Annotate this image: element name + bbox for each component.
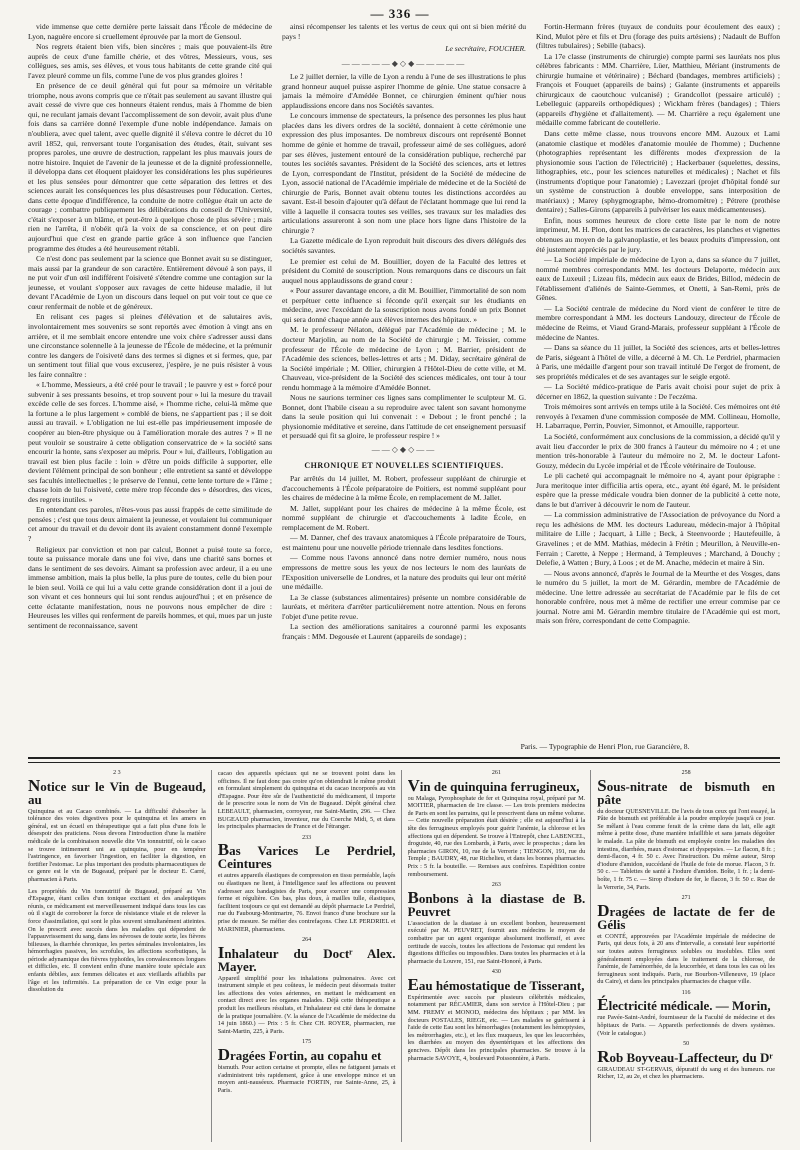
ad-body: Appareil simplifié pour les inhalations pulmonaires. Avec cet instrument simple et peu coûteux, le médecin peut désormais traiter les affections des voies aériennes, en mettant le médicament en contact direct avec les organes malades. Déjà cette thérapeutique a produit les meilleurs résultats, et l'inhalateur est cité dans le domaine de la pratique journalière. (V. la séance de l'Académie de médecine du 14 juin 1860.) — Prix : 5 fr. Chez CH. ROYER, pharmacien, rue Saint-Martin, 225, à Paris. xyxy=(217,974,396,1035)
advertisement xyxy=(597,770,775,891)
ad-heading xyxy=(407,775,586,795)
paragraph: Le concours immense de spectateurs, la présence des personnes les plus haut placées dans les divers ordres de la société, donnaient à cette cérémonie une expression des plus imposantes. De nombreux discours ont représenté Bonnet homme de génie et homme de travail, professeur aimé de ses collègues, adoré par ses élèves, justement entouré de la considération publique, recherché par toutes les sociétés savantes. Président de la Société des sciences, arts et lettres de Lyon, correspondant de l'Institut, président de la Société de médecine de Lyon, associé national de l'Académie impériale de médecine et de la Société de chirurgie de Paris, Bonnet avait obtenu toutes les distinctions accordées au savant. Est-il besoin d'ajouter qu'à défaut de l'éclatant hommage que lui rend la ville à laquelle il consacra toutes ses veilles, ses travaux sur les maladies des articulations assureront à son nom une place hors ligne dans l'histoire de la chirurgie ? xyxy=(282,111,526,235)
ad-initial: E xyxy=(407,974,419,994)
ad-heading-text: ragées de lactate de fer de Gélis xyxy=(597,903,775,932)
paragraph: Le premier est celui de M. Bouillier, doyen de la Faculté des lettres et président du Comité de souscription. Nous remarquons dans ce discours un fait auquel nous applaudissons de grand cœur : xyxy=(282,256,526,285)
paragraph: La Gazette médicale de Lyon reproduit huit discours des divers délégués des sociétés savantes. xyxy=(282,236,526,256)
paragraph: En entendant ces paroles, n'êtes-vous pas aussi frappés de cette similitude de pensées ; c'est que tous deux aimaient la jeunesse, et voulaient lui communiquer cet amour du travail et du devoir dont ils avaient constamment donné l'exemple ? xyxy=(28,505,272,543)
paragraph: Fortin-Hermann frères (tuyaux de conduits pour écoulement des eaux) ; Kind, Mulot père et fils et Dru (forage des puits artésiens) ; Nadault de Buffon (filtres tubulaires) ; Sebille (tabacs). xyxy=(536,22,780,51)
paragraph: Par arrêtés du 14 juillet, M. Robert, professeur suppléant de chirurgie et d'accouchements à l'École préparatoire de Poitiers, est nommé suppléant pour les chaires de médecine à la même École, en remplacement de M. Jallet. xyxy=(282,474,526,503)
ad-initial: D xyxy=(217,1045,231,1065)
bonnet-statue-article xyxy=(282,72,526,441)
paragraph: En relisant ces pages si pleines d'élévation et de salutaires avis, involontairement mes souvenirs se sont reportés avec émotion à vingt ans en arrière, et il me semblait encore entendre une voix chère s'adresser aussi dans une circonstance solennelle à la jeunesse de l'École de médecine, et la prémunir contre les dangers de l'oisiveté dans des termes si dignes et si fermes, que, par un sentiment tout filial que vous excuserez, j'espère, je ne puis résister à vous les faire connaître : xyxy=(28,312,272,379)
ad-number: 2 3 xyxy=(113,770,121,776)
ad-body: Quinquina et au Cacao combinés. — La difficulté d'absorber la tolérance des voies digestives pour le quinquina et les amers en général, est un écueil en thérapeutique qui a fait plus d'une fois le désespoir des praticiens. Nous devons l'introduction d'une la matière médicale de la combinaison nouvelle dite Vin tonnutritif, où le cacao se trouve intimement uni au quinquina, pour en tempérer l'astringence, en favoriser l'ingestion, en faciliter la digestion, en fortifier l'estomac. Le plus important des produits pharmaceutiques de ce genre est le vin de Bugeaud, préparé par le docteur E. Carré, pharmacien à Paris. xyxy=(28,807,206,883)
paragraph: Le pli cacheté qui accompagnait le mémoire no 4, ayant pour épigraphe : Jura meritoque inter difficilia artis opera, etc., ayant été égaré, M. le président espère que la presse médicale voudra bien donner de la publicité à cette note, dans le but d'arriver à découvrir le nom de l'auteur. xyxy=(536,471,780,509)
paragraph: En présence de ce deuil général qui fut pour sa mémoire un véritable triomphe, nous avons compris que ce n'était pas seulement au savant illustre qui avait cessé de vivre que ces honneurs étaient rendus, mais à l'homme de bien qui, ne reculant jamais devant l'accomplissement de son devoir, avait plus d'une fois dans sa carrière donné l'exemple d'une noble indépendance. Jamais on n'oubliera, avec quel talent, avec quelle dignité il s'éleva contre le décret du 10 avril 1852, qui, renversant toute l'organisation des études, était, suivant ses propres paroles, une œuvre de destruction, rappelant les plus mauvais jours de notre histoire. Inquiet de l'avenir de la jeunesse et de la dignité professionnelle, il développa dans cet éloquent plaidoyer les considérations les plus supérieures et les plus sensées pour démontrer que cette séparation des lettres et des sciences aurait les conséquences les plus désastreuses pour l'éducation. Certes, dans cette époque d'indifférence, la conduite de notre collègue était un acte de courage ; combattre publiquement les délibérations du conseil de l'Université, c'était s'exposer à un blâme, et peut-être à quelque chose de plus sévère ; mais rien ne l'arrêta, il n'obéit qu'à la voix de sa conscience, et on peut dire aujourd'hui que c'est en grande partie grâce à son influence que l'ancien programme des études a été heureusement rétabli. xyxy=(28,81,272,253)
ad-heading-text: in de quinquina ferrugineux, xyxy=(419,778,580,794)
ad-number: 261 xyxy=(491,770,501,776)
paragraph: La section des améliorations sanitaires a couronné parmi les exposants français : MM. Degousée et Laurent (appareils de sondage) ; xyxy=(282,622,526,641)
chronicle-news xyxy=(282,474,526,641)
advertisement xyxy=(597,990,775,1037)
paragraph: — M. Danner, chef des travaux anatomiques à l'École préparatoire de Tours, est maintenu pour une nouvelle période triennale dans lesdites fonctions. xyxy=(282,533,526,552)
advertisement xyxy=(28,888,206,994)
paragraph: La 17e classe (instruments de chirurgie) compte parmi ses lauréats nos plus célèbres fabricants : MM. Charrière, Lüer, Matthieu, Mériant (instruments de chirurgie humaine et vétérinaire) ; Béchard (bandages, membres artificiels) ; François et Fouquet (appareils de bains) ; Galante (instruments et appareils chirurgicaux de caoutchouc vulcanisé) ; Grandcollot (pessaire articulé) ; Lebelleguic (appareils orthopédiques) ; Wickham frères (bandages) ; Thiers (appareils d'hygiène et d'allaitement). — M. Charrière a reçu également une médaille comme fabricant de coutellerie. xyxy=(536,51,780,128)
ad-heading xyxy=(407,974,586,994)
ad-body: et CONTÉ, approuvées par l'Académie impériale de médecine de Paris, qui deux fois, à 20 ans d'intervalle, a constaté leur supériorité sur toutes autres ferrugineux solubles ou insolubles. Elles sont généralement employées dans le traitement de la chlorose, de l'anémie, de l'aménorrhée, de la leucorrhée, et dans tous les cas où les ferrugineux sont indiqués. Paris, rue Bourbon-Villeneuve, 19 (place du Caire), et dans les principales pharmacies de chaque ville. xyxy=(597,932,775,986)
ad-column-1 xyxy=(28,770,212,1142)
paragraph: M. le professeur Nélaton, délégué par l'Académie de médecine ; M. le docteur Marjolin, au nom de la Société de chirurgie ; M. Teissier, comme professeur de l'École de médecine de Lyon ; M. Barrier, président de l'Académie des sciences, belles-lettres et arts ; M. Diday, secrétaire général de la Société impériale ; M. Ollier, chirurgien à l'Hôtel-Dieu de cette ville, et M. Chauveau, vice-président de la Société des sciences médicales, ont tour à tour rendu hommage à la mémoire d'Amédée Bonnet. xyxy=(282,325,526,392)
ad-number: 50 xyxy=(683,1041,690,1048)
ad-heading xyxy=(597,900,775,932)
advertisement xyxy=(218,1039,396,1094)
ad-initial: É xyxy=(597,995,609,1015)
ad-column-4 xyxy=(597,770,780,1142)
ad-heading-text: nhalateur du Doctʳ Alex. Mayer. xyxy=(217,945,396,974)
ad-body: du docteur QUESNEVILLE. De l'avis de tous ceux qui l'ont essayé, la Pâte de bismuth est préférable à la poudre employée jusqu'à ce jour. Se mêlant à l'eau comme ferait de la crème dans du lait, elle agit même à petite dose, d'une manière infaillible et sans jamais dégoûter le malade. La pâte de bismuth est employée contre les maladies des intestins, diarrhées, maux d'estomac et dyspepsies. — Le flacon, 8 fr. ; demi-flacon, 4 fr. 50 c. Avec l'instruction. Du même auteur, Sirop d'iodure d'amidon, succédané de l'huile de foie de morue. Flacon, 3 fr. 50 c. — Tablettes de santé à l'iodure d'amidon. Boîte, 1 fr. ; la demi-boîte, 1 fr. 75 c. — Sirop d'iodure de fer, le flacon, 3 fr. 50 c. Rue de la Verrerie, 34, Paris. xyxy=(597,807,775,891)
advertisement xyxy=(597,1041,775,1081)
ad-heading-text: lectricité médicale. — Morin, xyxy=(608,998,771,1014)
advertisement xyxy=(597,895,775,986)
ad-heading-text: ous-nitrate de bismuth en pâte xyxy=(597,778,775,807)
column-middle xyxy=(282,22,526,757)
ad-initial: I xyxy=(217,942,225,962)
ornament-divider: —————◆◇◆————— xyxy=(341,58,467,68)
ad-body: et autres appareils élastiques de compression en tissu perméable, laçés ou élastiques ne lient, à l'intelligence sauf les affections ou peuvent s'adresser aux bandagistes de Paris, pour exercer une compression ferme et régulière. Ces bas, plus doux, à mailles tulle, élastiques, facilitent toujours ce qui est demandé au dépôt pharmacie Le Perdriel, rue du Faubourg-Montmartre, 76. Envoi franco d'une brochure sur la prise de mesure. Se méfier des contrefaçons. Chez LE PERDRIEL et MARINIER, pharmaciens. xyxy=(217,872,396,933)
paragraph: Enfin, nous sommes heureux de clore cette liste par le nom de notre imprimeur, M. H. Plon, dont les matrices de caractères, les planches et vignettes obtenues au moyen de la galvanoplastie, et les beaux produits d'impression, ont été justement appréciés par le jury. xyxy=(536,215,780,254)
ad-number: 116 xyxy=(681,989,691,996)
ad-number: 263 xyxy=(491,882,501,889)
ad-body: L'association de la diastase à un excellent bonbon, heureusement exécuté par M. PEUVRET, fournit aux médecins le moyen de combattre par un agent organique absolument inoffensif, et avec certitude de succès, toutes les affections de l'estomac qui rendent les digestions difficiles ou impossibles. Dans toutes les pharmacies et à la pharmacie du Louvre, 151, rue Saint-Honoré, à Paris. xyxy=(407,919,586,965)
advertisement xyxy=(28,770,206,884)
col2-intro: ainsi récompenser les talents et les vertus de ceux qui ont si bien mérité du pays ! xyxy=(282,22,526,41)
paragraph: — La Société médico-pratique de Paris avait choisi pour sujet de prix à décerner en 1862, la question suivante : De l'eczéma. xyxy=(536,382,780,401)
ad-initial: S xyxy=(597,775,607,795)
paragraph: — Nous avons annoncé, d'après le Journal de la Meurthe et des Vosges, dans le numéro du 5 juillet, la mort de M. Gérardin, membre de l'Académie de médecine. Une lettre adressée au secrétariat de l'Académie par le fils de cet honorable confrère, nous met à même de rectifier une erreur commise par ce journal. Notre ami M. Gérardin membre titulaire de l'Académie qui est mort, mais son frère, correspondant de cette Compagnie. xyxy=(536,568,780,626)
ad-number: 430 xyxy=(491,969,501,976)
column-right xyxy=(536,22,780,757)
ad-heading xyxy=(217,942,396,974)
ad-number: 175 xyxy=(302,1039,312,1046)
ad-heading-text: onbons à la diastase de B. Peuvret xyxy=(407,890,586,919)
ad-initial: B xyxy=(407,887,419,907)
ad-number: 233 xyxy=(302,834,312,841)
ad-heading-text: au hémostatique de Tisserant, xyxy=(418,977,585,993)
section-title: CHRONIQUE ET NOUVELLES SCIENTIFIQUES. xyxy=(304,460,504,470)
paragraph: — Comme nous l'avons annoncé dans notre dernier numéro, nous nous empressons de mettre sous les yeux de nos lecteurs le nom des lauréats de l'Exposition universelle de Londres, et la nature des produits qui leur ont mérité une médaille. xyxy=(282,553,526,592)
divider-rule xyxy=(28,757,780,759)
ad-column-3 xyxy=(408,770,592,1142)
ad-column-2 xyxy=(218,770,402,1142)
ad-body: rue Pavée-Saint-André, fournisseur de la Faculté de médecine et des hôpitaux de Paris. — Appareils perfectionnés de divers systèmes. (Voir le catalogue.) xyxy=(597,1014,775,1037)
secretary-signature: Le secrétaire, FOUCHER. xyxy=(445,44,526,54)
ad-body: Expérimentée avec succès par plusieurs célébrités médicales, notamment par RÉCAMIER, dans son service à l'Hôtel-Dieu ; par MM. FREMY et MONOD, médecins des hôpitaux ; par MM. les docteurs POSTALES, RIEGE, etc. — Les malades se guérissent à l'aide de cette Eau sont les hémorrhagies (notamment les hémoptysies, les métrorrhagies, etc.), et les flux muqueux, les que les leucorrhées, les diarrhées au moyen des dysentériques et les affections des gencives. Dépôt dans les principales pharmacies. Se trouve à la pharmacie SAVOYE, 4, boulevard Poissonnière, à Paris. xyxy=(407,993,586,1062)
ad-initial: R xyxy=(597,1046,610,1066)
ad-number: 264 xyxy=(302,937,312,944)
advertisement xyxy=(218,937,396,1035)
ad-heading xyxy=(28,775,206,807)
ad-heading xyxy=(217,840,396,872)
ad-heading-text: otice sur le Vin de Bugeaud, au xyxy=(28,778,206,807)
page-number: — 336 — xyxy=(370,6,430,21)
paragraph: La 3e classe (substances alimentaires) présente un nombre considérable de lauréats, et méritera d'arrêter particulièrement notre attention. Nous en ferons l'objet d'une petite revue. xyxy=(282,592,526,621)
paragraph: Nos regrets étaient bien vifs, bien sincères ; mais que pouvaient-ils être auprès de ceux d'une famille chérie, et des vôtres, Messieurs, vous, ses collègues, ses amis, ses élèves, et vous tous habitants de cette grande cité qui l'avez pleuré comme un fils, comme l'une de vos plus grandes gloires ! xyxy=(28,42,272,80)
ad-heading xyxy=(407,887,586,919)
ornament-divider: ——◇◆◇—— xyxy=(371,444,437,454)
paragraph: Le 2 juillet dernier, la ville de Lyon a rendu à l'une de ses illustrations le plus grand honneur auquel puisse aspirer l'homme de génie. Une statue consacre à jamais la mémoire d'Amédée Bonnet, ce chirurgien éminent qu'hier nous applaudissions encore dans nos Sociétés savantes. xyxy=(282,72,526,110)
paragraph: Religieux par conviction et non par calcul, Bonnet a puisé toute sa force, toute sa puissance morale dans une foi vive, dans une charité sans bornes et dans le sentiment de ses devoirs. Aimant sa profession avec ardeur, il a eu une immense ambition, mais la plus belle, la plus pure de toutes, celle du bien pour le bien seul. Voilà ce qui lui a valu cette grande considération dont il a joui de son vivant et ces honneurs qui lui sont rendus aujourd'hui ; et en présence de cette éclatante manifestation, nous ne pouvons nous empêcher de dire : Heureuses les villes qui renferment de pareils hommes, et qui, mues par un juste sentiment de reconnaissance, savent xyxy=(28,544,272,630)
paragraph: M. Jallet, suppléant pour les chaires de médecine à la même École, est nommé suppléant de chirurgie et d'accouchements à ladite École, en remplacement de M. Robert. xyxy=(282,503,526,532)
ad-number: 258 xyxy=(681,770,691,776)
column-left xyxy=(28,22,272,757)
paragraph: La Société, conformément aux conclusions de la commission, a décidé qu'il y avait lieu d'accorder le prix de 300 francs à l'auteur du mémoire no 4 ; et une mention très-honorable à l'auteur du mémoire no 2, M. le docteur Lafont-Gouzy, médecin du Lycée impérial et de l'École vétérinaire de Toulouse. xyxy=(536,431,780,470)
ad-number: 271 xyxy=(681,895,691,902)
article-columns xyxy=(28,22,780,757)
paragraph: vide immense que cette dernière perte laissait dans l'École de médecine de Lyon, naguère encore si cruellement éprouvée par la mort de Gensoul. xyxy=(28,22,272,41)
ad-body: bismuth. Pour action certaine et prompte, elles ne fatiguent jamais et s'administrent très rapidement, grâce à une enveloppe mince et un moyen anti-nauséeux. Pharmacie FORTIN, rue Sainte-Anne, 25, à Paris. xyxy=(217,1064,396,1094)
ad-initial: B xyxy=(217,840,230,860)
paragraph: — La Société impériale de médecine de Lyon a, dans sa séance du 7 juillet, nommé membres correspondants MM. les docteurs Delaporte, médecin aux eaux de Luxeuil ; Lizeau fils, médecin aux eaux de Brides, Billod, médecin de l'établissement d'aliénés de Sainte-Gemmes, et Onetti, à San-Remi, près de Gênes. xyxy=(536,255,780,303)
advertisement xyxy=(408,882,586,965)
ad-heading-text: ragées Fortin, au copahu et xyxy=(230,1048,382,1064)
ad-body: ou Malaga, Pyrophosphate de fer et Quinquina royal, préparé par M. MOITIER, pharmacien de 1re classe. — Les trois premiers médecins de Paris en sont les parrains, qui le prescrivent dans un même volume. — Cette nouvelle préparation était désirée ; elle est aujourd'hui à la tête des ferrugineux employés pour guérir l'anémie, la chlorose et les affections qui en dépendent. Se trouve à l'Entrepôt, chez LABENCEL, droguiste, 40, rue des Lombards, à Paris, avec le prospectus ; dans les pharmacies GIRON, 10, rue de la Verrerie ; TIENGON, 191, rue du Temple ; BAUDRY, 48, rue Richelieu, et dans les bonnes pharmacies. Prix : 5 fr. la bouteille. — Remises aux confrères. Expédition contre remboursement. xyxy=(407,794,586,878)
advertisement xyxy=(408,969,586,1062)
ad-heading xyxy=(597,1046,775,1066)
ad-initial: V xyxy=(407,775,420,795)
ad-heading-text: as Varices Le Perdriel, Ceintures xyxy=(217,843,396,872)
paragraph: « L'homme, Messieurs, a été créé pour le travail ; le pauvre y est » forcé pour subvenir à ses pressants besoins, et trop souvent pour » lui la mesure du travail excède celle de ses forces. L'homme aisé, » l'homme riche, celui-là même que la fortune a le plus largement » comblé de biens, ne s'appartient pas ; il se doit aussi au travail. » L'obligation ne lui est-elle pas impérieusement imposée de coopérer au bien-être physique ou à l'amélioration morale des autres ? » Il ne peut vouloir se soustraire à cette obligation conservatrice de » la société sans encourir la honte, sans s'exposer au mépris. Pour » lui, d'ailleurs, l'obligation au travail est bien plus facile : loin » d'être un poids difficile à supporter, elle devient l'élément principal de son bonheur ; elle entretient sa santé et développe ses facultés intellectuelles ; le préserve de l'ennui, cette lente torture de » l'âme ; chasse loin de lui l'oisiveté, cette mère trop féconde des » désordres, des vices, des regrets inutiles. » xyxy=(28,380,272,504)
divider-rule-thin xyxy=(28,762,780,763)
paragraph: Trois mémoires sont arrivés en temps utile à la Société. Ces mémoires ont été renvoyés à l'examen d'une commission composée de MM. Collineau, Homolle, H. Labarraque, Perrin, Pouvier, Simonnot, et Amouille, rapporteur. xyxy=(536,402,780,431)
ad-initial: D xyxy=(597,900,610,920)
printer-imprint: Paris. — Typographie de Henri Plon, rue Garancière, 8. xyxy=(520,742,690,751)
advertisement xyxy=(218,835,396,933)
ad-heading xyxy=(217,1045,396,1065)
ad-body: cacao des appareils spéciaux qui ne se trouvent point dans les officines. Il ne faut donc pas croire qu'on obtiendrait le même produit en formulant simplement du quinquina et du cacao incorporés au vin d'Espagne. Pour être sûr de l'authenticité du médicament, il importe de le prescrire sous le nom de Vin de Bugeaud. Dépôt général chez LEBEAULT, pharmacien, corroyeur, rue Saint-Martin, 296. — Chez BUGEAUD pharmacien, inventeur, rue du Coerche Midi, 5, et dans les principales pharmacies de France et de l'étranger. xyxy=(217,770,396,831)
ad-heading xyxy=(597,775,775,807)
advertisement xyxy=(408,770,586,878)
paragraph: « Pour assurer davantage encore, a dit M. Bouillier, l'immortalité de son nom et perpétuer cette influence si féconde qu'il exerçait sur les étudiants en médecine, avec l'excédant de la souscription nous avons fondé un prix Bonnet qui sera donné chaque année aux élèves internes des hôpitaux. » xyxy=(282,286,526,324)
ad-body: Les propriétés du Vin tonnutritif de Bugeaud, préparé au Vin d'Espagne, étant celles d'un tonique excitant et des analeptiques réunis, ce médicament est merveilleusement indiqué dans tous les cas où il s'agit de corroborer la force de résistance vitale et de relever la force d'assimilation, qui sont le plus souvent simultanément atteintes. On le prescrit avec succès dans les maladies qui dépendent de l'appauvrissement du sang, dans les névroses de toute sorte, les fièvres bilieuses, la diarrhée chronique, les pertes séminales involontaires, les hémorrhagies passives, les scrofules, les affections scorbutiques, la période adynamique des fièvres typhoïdes, les convalescences longues et difficiles, etc. Il convient enfin d'une manière toute spéciale aux enfants débiles, aux femmes délicates et aux vieillards affaiblis par l'âge et les infirmités. La préparation de ce Vin exige pour la dissolution du xyxy=(28,887,206,994)
paragraph: — La commission administrative de l'Association de prévoyance du Nord a reçu les adhésions de MM. les docteurs Ladureau, médecin-major à l'hôpital militaire de Lille ; Jacquart, à Lille ; Beck, à Steenvoorde ; Hautefeuille, à Gravelines ; et de MM. Mathias, médecin à Frétin ; Meurillon, à Neuville-en-Ferrain ; Carette, à Neppe ; Hermand, à Templeuves ; Marchand, à Douchy ; Delefie, à Watten ; Bury, à Loos ; et de M. Anache, médecin et maire à Sin. xyxy=(536,510,780,568)
ad-heading xyxy=(597,995,775,1015)
ad-heading-text: ob Boyveau-Laffecteur, du Dʳ xyxy=(609,1049,773,1065)
ad-initial: N xyxy=(28,775,41,795)
paragraph: Ce n'est donc pas seulement par la science que Bonnet avait su se distinguer, mais aussi par la grandeur de son caractère. Entièrement dévoué à son pays, il ne put voir d'un œil indifférent l'oisiveté s'étendre comme une contagion sur la jeunesse, et voulant s'opposer aux ravages de cette hideuse maladie, il lut devant l'Académie de Lyon un discours dans lequel on put voir tout ce que ce cœur renfermait de noble et de généreux. xyxy=(28,254,272,311)
paragraph: Nous ne saurions terminer ces lignes sans complimenter le sculpteur M. G. Bonnet, dont l'habile ciseau a su reproduire avec talent son savant homonyme dans la seule position qui lui convenait : « Debout ; le front penché ; la physionomie méditative et sereine, dans l'attitude de cet enseignement persuasif et persuadé qui fit sa gloire, le professeur respire ! » xyxy=(282,393,526,441)
advertisements xyxy=(28,770,780,1142)
paragraph: — La Société centrale de médecine du Nord vient de conférer le titre de membre correspondant à MM. les docteurs Landouzy, directeur de l'École de médecine de Reims, et Viaud Grand-Marais, professeur suppléant à l'École de médecine de Nantes. xyxy=(536,303,780,342)
advertisement xyxy=(218,770,396,831)
paragraph: Dans cette même classe, nous trouvons encore MM. Auzoux et Lami (anatomie clastique et modèles d'anatomie moulée de l'homme) ; Duchenne (photographies représentant les différents modes d'expression de la physionomie sous l'action de l'électricité) ; Hackerbauer (squelettes, dessins, lithographies, etc., pour les sciences naturelles et médicales) ; Nachet et fils (instruments d'optique pour l'anatomie) ; Lavezzari (projet d'hôpital fondé sur un système de construction à double enveloppe, sans interposition de matériaux) ; Marey (sphygmographe, hémo-dromomètre) ; Pétrere (prothèse dentaire) ; Salles-Girons (appareils à pulvériser les eaux médicamenteuses). xyxy=(536,129,780,215)
ad-body: GIRAUDEAU ST-GERVAIS, dépuratif du sang et des humeurs. rue Richer, 12, au 2e, et chez les pharmaciens. xyxy=(597,1065,775,1081)
paragraph: — Dans sa séance du 11 juillet, la Société des sciences, arts et belles-lettres de Paris, siégeant à l'hôtel de ville, a décerné à M. Ch. Le Perdriel, pharmacien à Paris, une médaille d'argent pour son travail intitulé De l'ergot de froment, de ses propriétés médicales et de ses avantages sur le seigle ergoté. xyxy=(536,343,780,381)
